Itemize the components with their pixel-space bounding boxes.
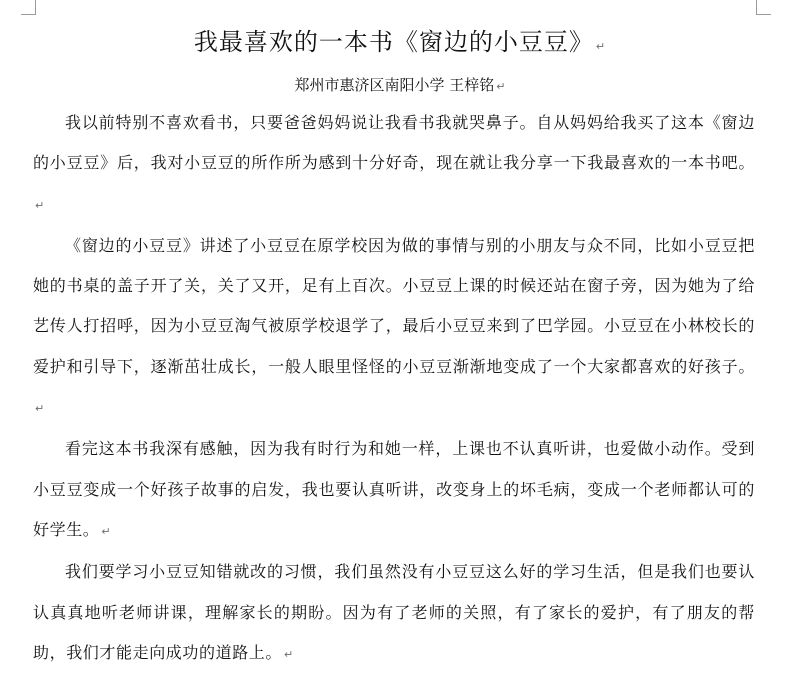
paragraph-mark-icon: ↵	[595, 40, 607, 53]
paragraph-mark-icon: ↵	[284, 647, 294, 661]
page-corner-mark-left	[21, 0, 36, 15]
document-body	[33, 103, 755, 675]
paragraph-1[interactable]	[33, 103, 755, 226]
document-author[interactable]	[0, 74, 800, 98]
document-title[interactable]	[0, 26, 800, 63]
paragraph-2[interactable]	[33, 226, 755, 429]
paragraph-mark-icon: ↵	[496, 80, 506, 93]
paragraph-text: 看完这本书我深有感触，因为我有时行为和她一样，上课也不认真听讲，也爱做小动作。受到小豆豆变成一个好孩子故事的启发，我也要认真听讲，改变身上的坏毛病，变成一个老师都认可的好学生。	[33, 439, 755, 539]
paragraph-text: 《窗边的小豆豆》讲述了小豆豆在原学校因为做的事情与别的小朋友与众不同，比如小豆豆把她的书桌的盖子开了关，关了又开，足有上百次。小豆豆上课的时候还站在窗子旁，因为她为了给艺传人打招呼，因为小豆豆淘气被原学校退学了，最后小豆豆来到了巴学园。小豆豆在小林校长的爱护和引导下，逐渐茁壮成长，一般人眼里怪怪的小豆豆渐渐地变成了一个大家都喜欢的好孩子。	[33, 235, 755, 376]
paragraph-4[interactable]	[33, 552, 755, 675]
paragraph-3[interactable]	[33, 429, 755, 552]
author-text: 郑州市惠济区南阳小学 王梓铭	[294, 76, 495, 94]
paragraph-mark-icon: ↵	[35, 198, 45, 212]
paragraph-text: 我以前特别不喜欢看书，只要爸爸妈妈说让我看书我就哭鼻子。自从妈妈给我买了这本《窗边的小豆豆》后，我对小豆豆的所作所为感到十分好奇，现在就让我分享一下我最喜欢的一本书吧。	[33, 113, 755, 173]
paragraph-mark-icon: ↵	[101, 524, 112, 538]
title-text: 我最喜欢的一本书《窗边的小豆豆》	[193, 28, 594, 56]
page-corner-mark-right	[756, 0, 771, 15]
paragraph-mark-icon: ↵	[35, 402, 45, 416]
paragraph-text: 我们要学习小豆豆知错就改的习惯，我们虽然没有小豆豆这么好的学习生活，但是我们也要认认真真地听老师讲课，理解家长的期盼。因为有了老师的关照，有了家长的爱护，有了朋友的帮助，我们才能走向成功的道路上。	[33, 562, 755, 662]
